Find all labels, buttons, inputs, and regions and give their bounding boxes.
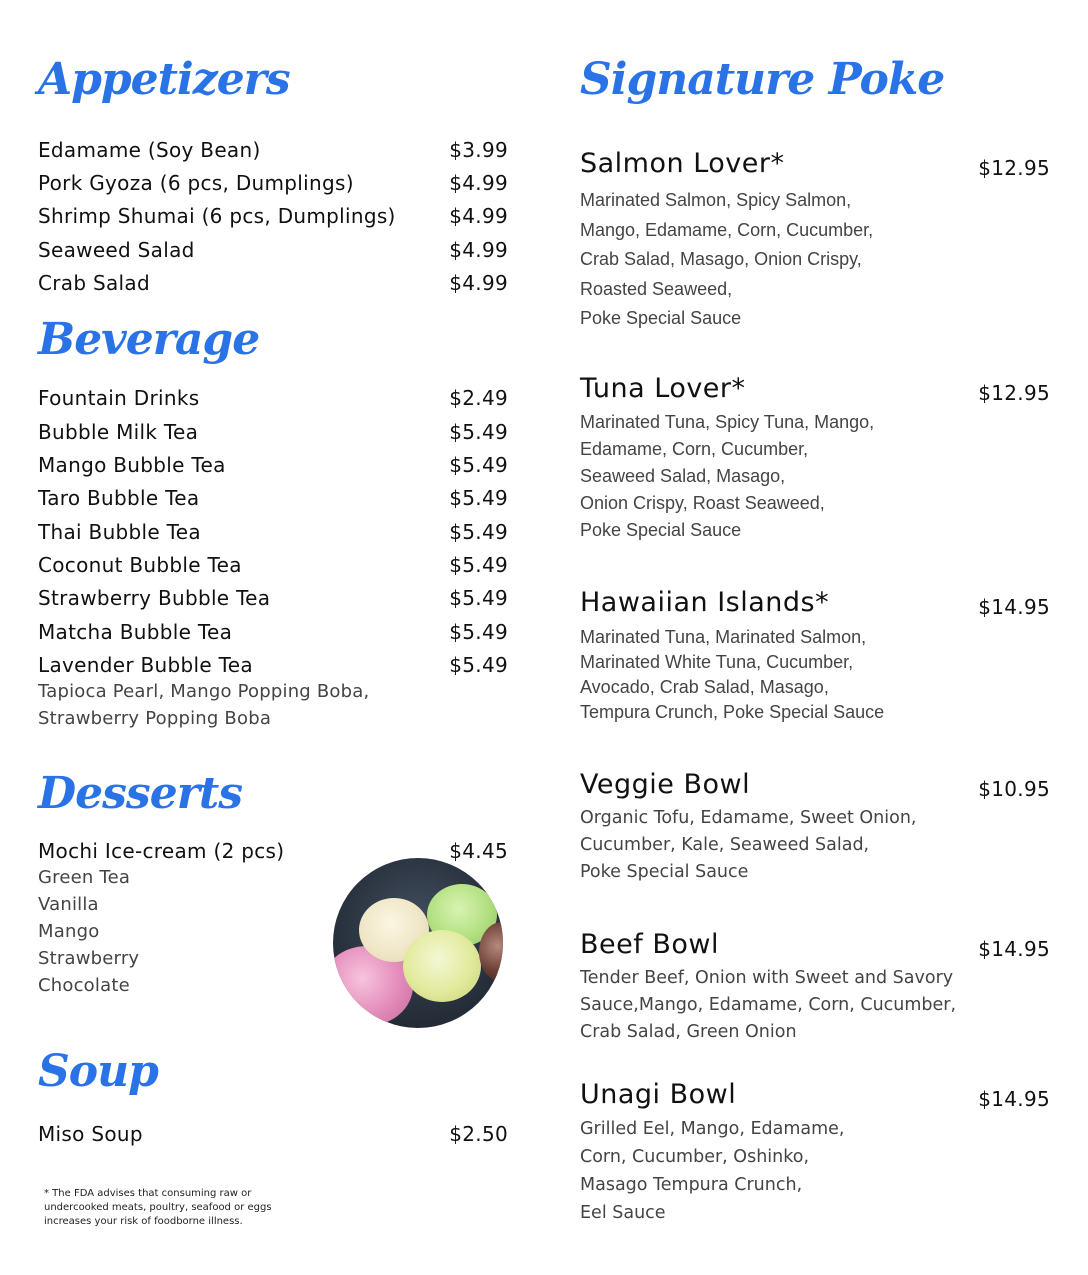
item-price: $5.49: [449, 620, 508, 644]
item-price: $5.49: [449, 453, 508, 477]
menu-item-row: [38, 553, 508, 583]
item-name: Mango Bubble Tea: [38, 453, 226, 477]
menu-item-row: [38, 620, 508, 650]
item-price: $5.49: [449, 553, 508, 577]
poke-item-name: Unagi Bowl: [580, 1079, 737, 1110]
menu-item-row: [38, 386, 508, 416]
soup-heading: Soup: [38, 1046, 158, 1097]
item-name: Seaweed Salad: [38, 238, 195, 262]
desc-line: Sauce,Mango, Edamame, Corn, Cucumber,: [580, 995, 957, 1015]
item-name: Thai Bubble Tea: [38, 520, 201, 544]
poke-item-name: Salmon Lover*: [580, 148, 785, 179]
flavor-line: Mango: [38, 921, 100, 942]
poke-item-description: [580, 625, 884, 725]
menu-item-row: [38, 453, 508, 483]
item-name: Coconut Bubble Tea: [38, 553, 242, 577]
dessert-flavors: [38, 864, 139, 999]
poke-item-name: Hawaiian Islands*: [580, 587, 830, 618]
menu-item-row: [38, 238, 508, 268]
poke-item-description: [580, 965, 956, 1046]
item-price: $2.49: [449, 386, 508, 410]
item-price: $4.99: [449, 238, 508, 262]
menu-item-row: [38, 271, 508, 301]
desc-line: Tender Beef, Onion with Sweet and Savory: [580, 968, 954, 988]
signature-poke-heading: Signature Poke: [580, 54, 945, 105]
item-name: Shrimp Shumai (6 pcs, Dumplings): [38, 204, 396, 228]
menu-item-row: [38, 204, 508, 234]
item-name: Mochi Ice-cream (2 pcs): [38, 839, 285, 863]
menu-item-row: [38, 171, 508, 201]
appetizers-heading: Appetizers: [38, 54, 290, 105]
fda-line: * The FDA advises that consuming raw or: [44, 1188, 252, 1199]
menu-item-row: [38, 1122, 508, 1152]
item-name: Edamame (Soy Bean): [38, 138, 261, 162]
mochi-photo: [333, 858, 503, 1028]
item-price: $5.49: [449, 520, 508, 544]
desc-line: Organic Tofu, Edamame, Sweet Onion,: [580, 808, 917, 828]
item-price: $4.99: [449, 271, 508, 295]
poke-item-name: Veggie Bowl: [580, 769, 751, 800]
item-name: Taro Bubble Tea: [38, 486, 200, 510]
fda-line: increases your risk of foodborne illness.: [44, 1216, 243, 1227]
fda-line: undercooked meats, poultry, seafood or eggs: [44, 1202, 272, 1213]
item-name: Bubble Milk Tea: [38, 420, 199, 444]
item-price: $5.49: [449, 486, 508, 510]
menu-item-row: [38, 520, 508, 550]
desc-line: Marinated Salmon, Spicy Salmon,: [580, 190, 852, 210]
desc-line: Marinated White Tuna, Cucumber,: [580, 652, 854, 672]
desc-line: Masago Tempura Crunch,: [580, 1175, 803, 1195]
topping-line: Strawberry Popping Boba: [38, 708, 272, 729]
desserts-heading: Desserts: [38, 768, 242, 819]
poke-item-price: $12.95: [978, 156, 1050, 180]
desc-line: Avocado, Crab Salad, Masago,: [580, 677, 829, 697]
beverage-toppings: [38, 678, 369, 732]
desc-line: Cucumber, Kale, Seaweed Salad,: [580, 835, 870, 855]
desc-line: Corn, Cucumber, Oshinko,: [580, 1147, 810, 1167]
poke-item-description: [580, 409, 874, 544]
item-price: $4.99: [449, 204, 508, 228]
item-name: Strawberry Bubble Tea: [38, 586, 271, 610]
desc-line: Mango, Edamame, Corn, Cucumber,: [580, 219, 874, 240]
desc-line: Poke Special Sauce: [580, 520, 742, 540]
beverage-heading: Beverage: [38, 314, 260, 365]
item-price: $5.49: [449, 586, 508, 610]
desc-line: Marinated Tuna, Marinated Salmon,: [580, 627, 867, 647]
item-price: $4.45: [449, 839, 508, 863]
desc-line: Crab Salad, Masago, Onion Crispy,: [580, 249, 862, 269]
desc-line: Eel Sauce: [580, 1203, 666, 1223]
menu-item-row: [38, 420, 508, 450]
desc-line: Marinated Tuna, Spicy Tuna, Mango,: [580, 412, 875, 432]
item-name: Miso Soup: [38, 1122, 143, 1146]
mochi-mango-photo-detail: [403, 930, 481, 1002]
desc-line: Onion Crispy, Roast Seaweed,: [580, 493, 825, 513]
poke-item-price: $12.95: [978, 381, 1050, 405]
desc-line: Grilled Eel, Mango, Edamame,: [580, 1119, 845, 1139]
desc-line: Poke Special Sauce: [580, 308, 742, 328]
desc-line: Poke Special Sauce: [580, 862, 749, 882]
flavor-line: Vanilla: [38, 894, 99, 915]
desc-line: Edamame, Corn, Cucumber,: [580, 439, 809, 459]
menu-item-row: [38, 586, 508, 616]
fda-advisory: [44, 1187, 294, 1229]
poke-item-description: [580, 1115, 844, 1227]
flavor-line: Chocolate: [38, 975, 130, 996]
item-name: Matcha Bubble Tea: [38, 620, 233, 644]
desc-line: Crab Salad, Green Onion: [580, 1022, 797, 1042]
item-price: $5.49: [449, 653, 508, 677]
item-price: $4.99: [449, 171, 508, 195]
item-price: $5.49: [449, 420, 508, 444]
item-name: Fountain Drinks: [38, 386, 200, 410]
desc-line: Seaweed Salad, Masago,: [580, 466, 786, 486]
poke-item-price: $14.95: [978, 937, 1050, 961]
item-price: $3.99: [449, 138, 508, 162]
flavor-line: Strawberry: [38, 948, 140, 969]
desc-line: Tempura Crunch, Poke Special Sauce: [580, 702, 885, 722]
poke-item-price: $10.95: [978, 777, 1050, 801]
item-name: Pork Gyoza (6 pcs, Dumplings): [38, 171, 354, 195]
topping-line: Tapioca Pearl, Mango Popping Boba,: [38, 681, 370, 702]
desc-line: Roasted Seaweed,: [580, 278, 733, 299]
item-name: Crab Salad: [38, 271, 150, 295]
poke-item-description: [580, 186, 873, 334]
menu-item-row: [38, 138, 508, 168]
item-name: Lavender Bubble Tea: [38, 653, 253, 677]
poke-item-name: Tuna Lover*: [580, 373, 746, 404]
menu-item-row: [38, 486, 508, 516]
flavor-line: Green Tea: [38, 867, 131, 888]
poke-item-price: $14.95: [978, 1087, 1050, 1111]
poke-item-price: $14.95: [978, 595, 1050, 619]
poke-item-name: Beef Bowl: [580, 929, 719, 960]
item-price: $2.50: [449, 1122, 508, 1146]
poke-item-description: [580, 805, 917, 886]
